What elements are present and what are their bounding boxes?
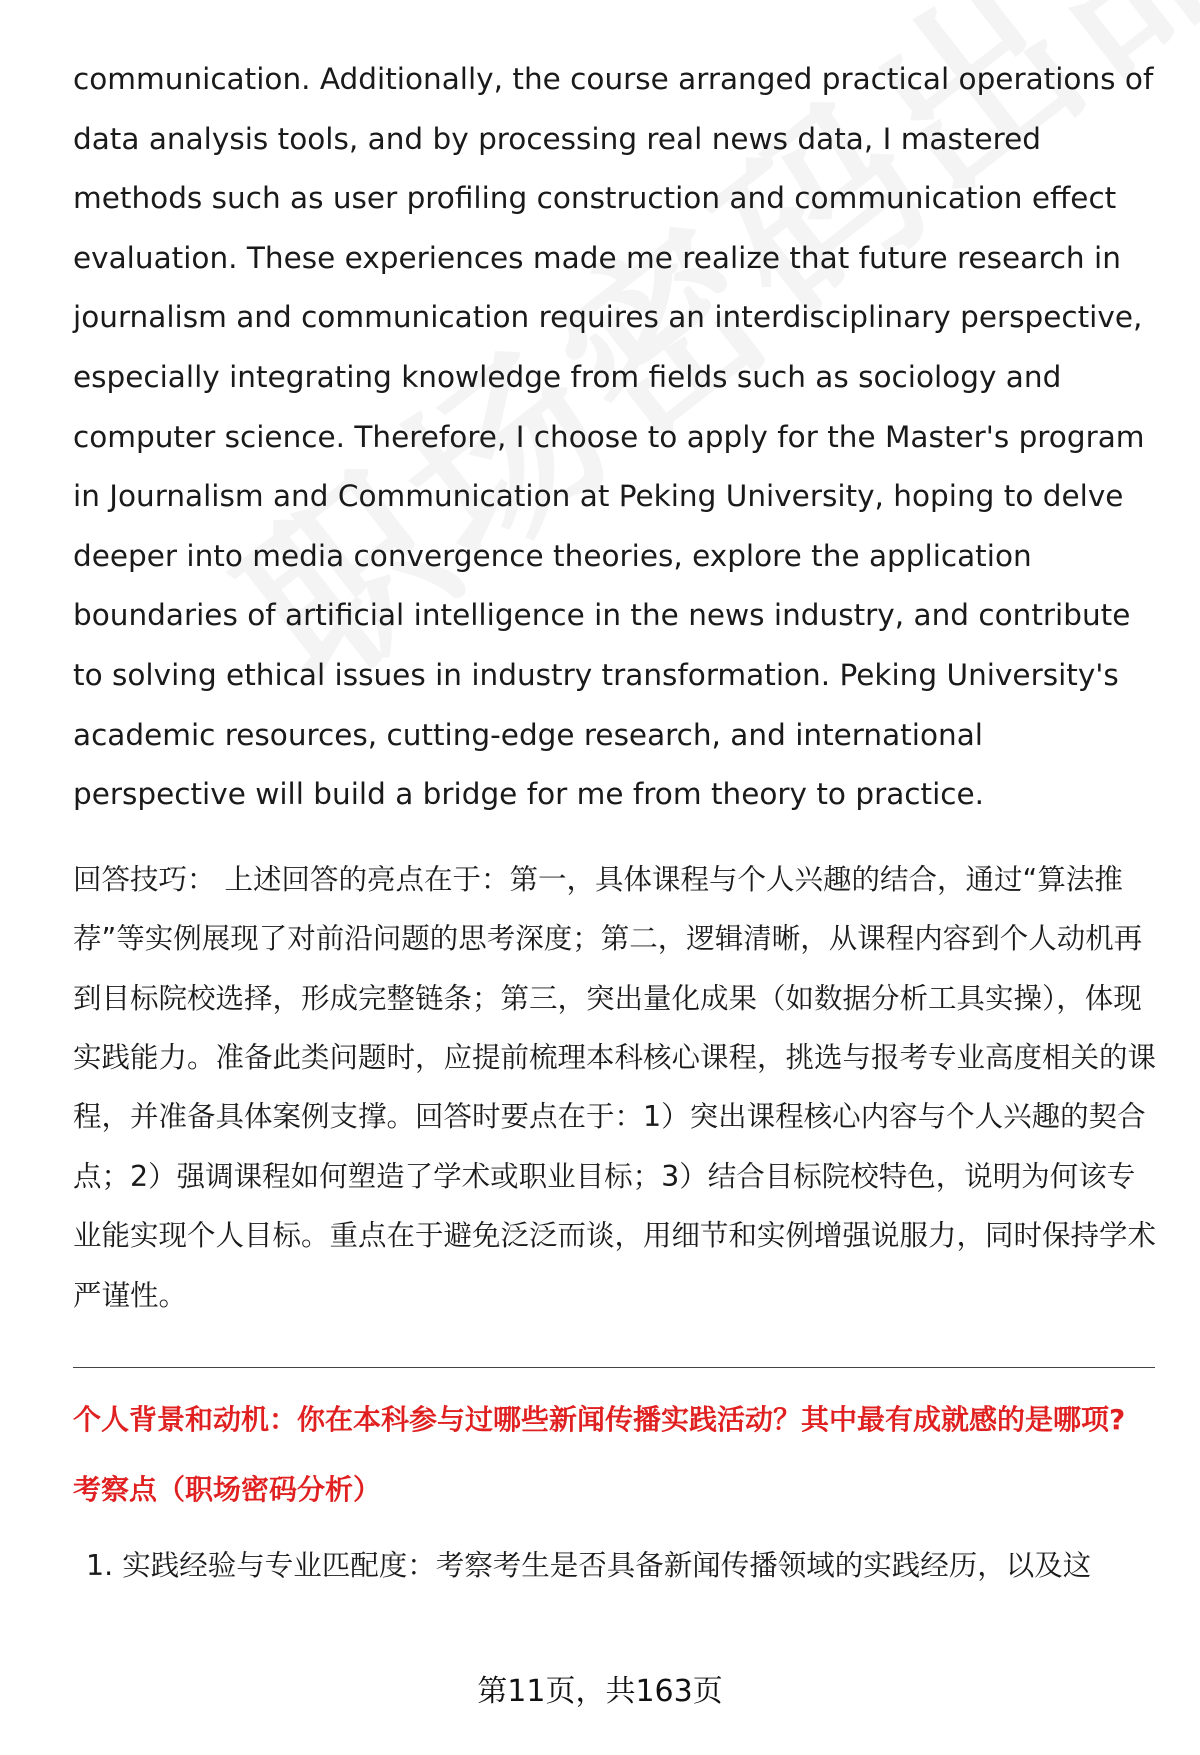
english-paragraph: communication. Additionally, the course arranged practical operations of data analysis tools, and by processing real news data, I mastered methods such as user profiling construction and communication effect evaluation. These experiences made me realize that future research in journalism and communication requires an interdisciplinary perspective, especially integrating knowledge from fields such as sociology and computer science. Therefore, I choose to apply for the Master's program in Journalism and Communication at Peking University, hoping to delve deeper into media convergence theories, explore the application boundaries of artificial intelligence in the news industry, and contribute to solving ethical issues in industry transformation. Peking University's academic resources, cutting-edge research, and international perspective will build a bridge for me from theory to practice. bbox=[73, 62, 1154, 812]
section-divider bbox=[73, 1367, 1155, 1368]
list-item: 1. 实践经验与专业匹配度：考察考生是否具备新闻传播领域的实践经历，以及这 bbox=[86, 1548, 1092, 1582]
assessment-heading: 考察点（职场密码分析） bbox=[73, 1472, 382, 1506]
page-number: 第11页，共163页 bbox=[477, 1674, 723, 1709]
interview-question: 个人背景和动机：你在本科参与过哪些新闻传播实践活动？其中最有成就感的是哪项? bbox=[73, 1402, 1126, 1436]
page-content bbox=[73, 50, 1163, 1586]
answer-tips-paragraph: 回答技巧： 上述回答的亮点在于：第一，具体课程与个人兴趣的结合，通过“算法推荐”等实例展现了对前沿问题的思考深度；第二，逻辑清晰，从课程内容到个人动机再到目标院校选择，形成完整链条；第三，突出量化成果（如数据分析工具实操），体现实践能力。准备此类问题时，应提前梳理本科核心课程，挑选与报考专业高度相关的课程，并准备具体案例支撑。回答时要点在于：1）突出课程核心内容与个人兴趣的契合点；2）强调课程如何塑造了学术或职业目标；3）结合目标院校特色，说明为何该专业能实现个人目标。重点在于避免泛泛而谈，用细节和实例增强说服力，同时保持学术严谨性。 bbox=[73, 862, 1157, 1312]
